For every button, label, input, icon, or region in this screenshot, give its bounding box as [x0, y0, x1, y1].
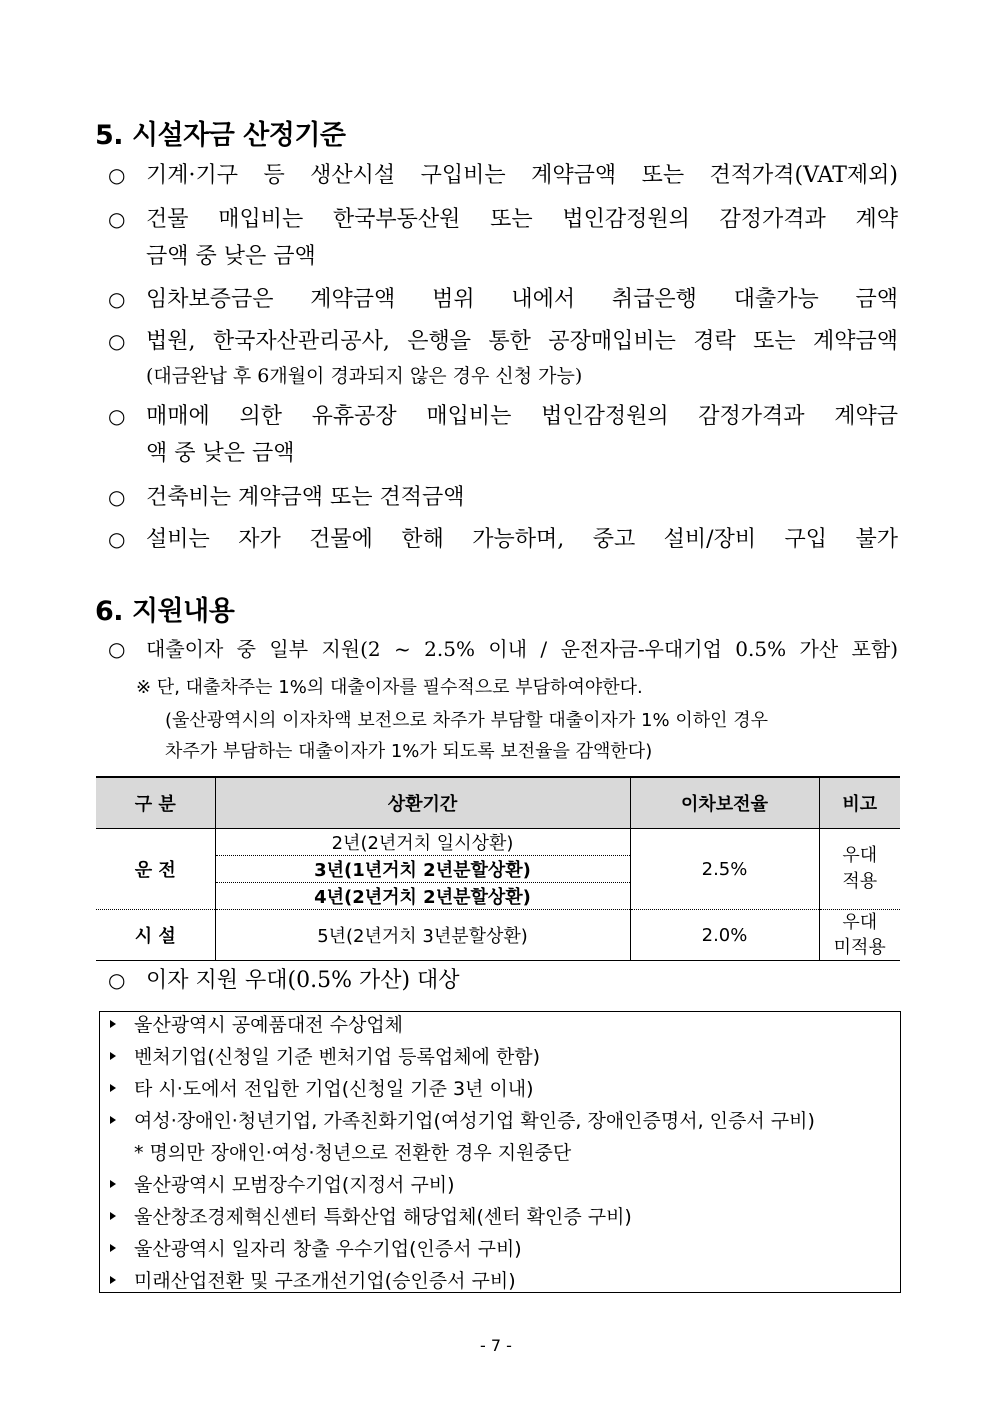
list-item-text: 울산광역시 모범장수기업(지정서 구비) — [134, 1174, 455, 1196]
operating-note — [819, 829, 900, 910]
list-item — [110, 1202, 632, 1229]
page-number: - 7 - — [480, 1336, 512, 1355]
item-text: 대출이자 중 일부 지원(2 ~ 2.5% 이내 / 운전자금-우대기업 0.5% 가산 포함) — [146, 637, 898, 661]
item-text: 임차보증금은 계약금액 범위 내에서 취급은행 대출가능 금액 — [146, 287, 898, 312]
triangle-bullet-icon — [110, 1116, 116, 1124]
item-text: 건물 매입비는 한국부동산원 또는 법인감정원의 감정가격과 계약 — [146, 207, 898, 232]
note-line-1: ※ 단, 대출차주는 1%의 대출이자를 필수적으로 부담하여야한다. — [136, 677, 643, 698]
list-item-text: 울산창조경제혁신센터 특화산업 해당업체(센터 확인증 구비) — [134, 1206, 632, 1228]
item-text: 기계·기구 등 생산시설 구입비는 계약금액 또는 견적가격(VAT제외) — [146, 163, 898, 188]
list-item-text: 미래산업전환 및 구조개선기업(승인증서 구비) — [134, 1270, 516, 1292]
operating-label: 운 전 — [96, 829, 215, 910]
facility-note — [819, 910, 900, 961]
facility-note-line1: 우대 — [842, 912, 878, 933]
preferred-target-box — [99, 1011, 901, 1293]
section5-item-5 — [108, 398, 898, 472]
list-item — [110, 1074, 534, 1101]
item-continuation: 금액 중 낮은 금액 — [146, 244, 316, 269]
list-item — [110, 1042, 540, 1069]
circle-bullet-icon: ○ — [108, 404, 126, 428]
item-text: 매매에 의한 유휴공장 매입비는 법인감정원의 감정가격과 계약금 — [146, 404, 898, 429]
circle-bullet-icon: ○ — [108, 207, 126, 231]
triangle-bullet-icon — [110, 1084, 116, 1092]
list-subnote: * 명의만 장애인·여성·청년으로 전환한 경우 지원중단 — [134, 1142, 572, 1164]
section5-item-4 — [108, 323, 898, 392]
list-item — [110, 1010, 403, 1037]
triangle-bullet-icon — [110, 1180, 116, 1188]
facility-rate: 2.0% — [630, 910, 819, 961]
operating-note-line2: 적용 — [842, 871, 878, 892]
list-item-text: 타 시·도에서 전입한 기업(신청일 기준 3년 이내) — [134, 1078, 534, 1100]
operating-rate: 2.5% — [630, 829, 819, 910]
triangle-bullet-icon — [110, 1276, 116, 1284]
operating-period-1: 2년(2년거치 일시상환) — [215, 829, 630, 856]
item-text: 이자 지원 우대(0.5% 가산) 대상 — [146, 968, 460, 993]
circle-bullet-icon: ○ — [108, 287, 126, 311]
list-item-text: 여성·장애인·청년기업, 가족친화기업(여성기업 확인증, 장애인증명서, 인증서 구비) — [134, 1110, 815, 1132]
list-item-text: 울산광역시 공예품대전 수상업체 — [134, 1014, 404, 1036]
operating-period-2: 3년(1년거치 2년분할상환) — [215, 856, 630, 883]
list-item — [110, 1170, 455, 1197]
circle-bullet-icon: ○ — [108, 329, 126, 353]
circle-bullet-icon: ○ — [108, 485, 126, 509]
facility-note-line2: 미적용 — [833, 937, 886, 958]
header-rate: 이차보전율 — [630, 777, 819, 829]
section5-item-7 — [108, 521, 898, 558]
section6-item-1 — [108, 631, 898, 668]
section6-title: 6. 지원내용 — [95, 596, 235, 627]
header-category: 구 분 — [96, 777, 215, 829]
section5-title: 5. 시설자금 산정기준 — [95, 120, 346, 151]
circle-bullet-icon: ○ — [108, 163, 126, 187]
section5-item-3 — [108, 281, 898, 318]
item-text: 법원, 한국자산관리공사, 은행을 통한 공장매입비는 경락 또는 계약금액 — [146, 329, 898, 354]
operating-note-line1: 우대 — [842, 845, 878, 866]
section5-item-2 — [108, 201, 898, 275]
section6-item-2 — [108, 962, 898, 999]
section5-item-6 — [108, 479, 898, 516]
list-item — [110, 1266, 516, 1293]
interest-rate-table — [96, 776, 900, 961]
circle-bullet-icon: ○ — [108, 637, 126, 661]
list-item-text: 벤처기업(신청일 기준 벤처기업 등록업체에 한함) — [134, 1046, 541, 1068]
facility-period: 5년(2년거치 3년분할상환) — [215, 910, 630, 961]
list-item-text: 울산광역시 일자리 창출 우수기업(인증서 구비) — [134, 1238, 522, 1260]
circle-bullet-icon: ○ — [108, 527, 126, 551]
item-subnote: (대금완납 후 6개월이 경과되지 않은 경우 신청 가능) — [146, 365, 583, 387]
list-item — [110, 1106, 815, 1133]
item-text: 설비는 자가 건물에 한해 가능하며, 중고 설비/장비 구입 불가 — [146, 527, 898, 552]
header-note: 비고 — [819, 777, 900, 829]
triangle-bullet-icon — [110, 1052, 116, 1060]
list-item — [110, 1234, 522, 1261]
triangle-bullet-icon — [110, 1244, 116, 1252]
facility-label: 시 설 — [96, 910, 215, 961]
triangle-bullet-icon — [110, 1020, 116, 1028]
triangle-bullet-icon — [110, 1212, 116, 1220]
header-period: 상환기간 — [215, 777, 630, 829]
item-continuation: 액 중 낮은 금액 — [146, 441, 295, 466]
circle-bullet-icon: ○ — [108, 968, 126, 992]
section5-item-1 — [108, 157, 898, 194]
item-text: 건축비는 계약금액 또는 견적금액 — [146, 485, 465, 510]
note-line-3: 차주가 부담하는 대출이자가 1%가 되도록 보전율을 감액한다) — [165, 741, 653, 762]
note-line-2: (울산광역시의 이자차액 보전으로 차주가 부담할 대출이자가 1% 이하인 경우 — [165, 710, 768, 731]
operating-period-3: 4년(2년거치 2년분할상환) — [215, 883, 630, 910]
